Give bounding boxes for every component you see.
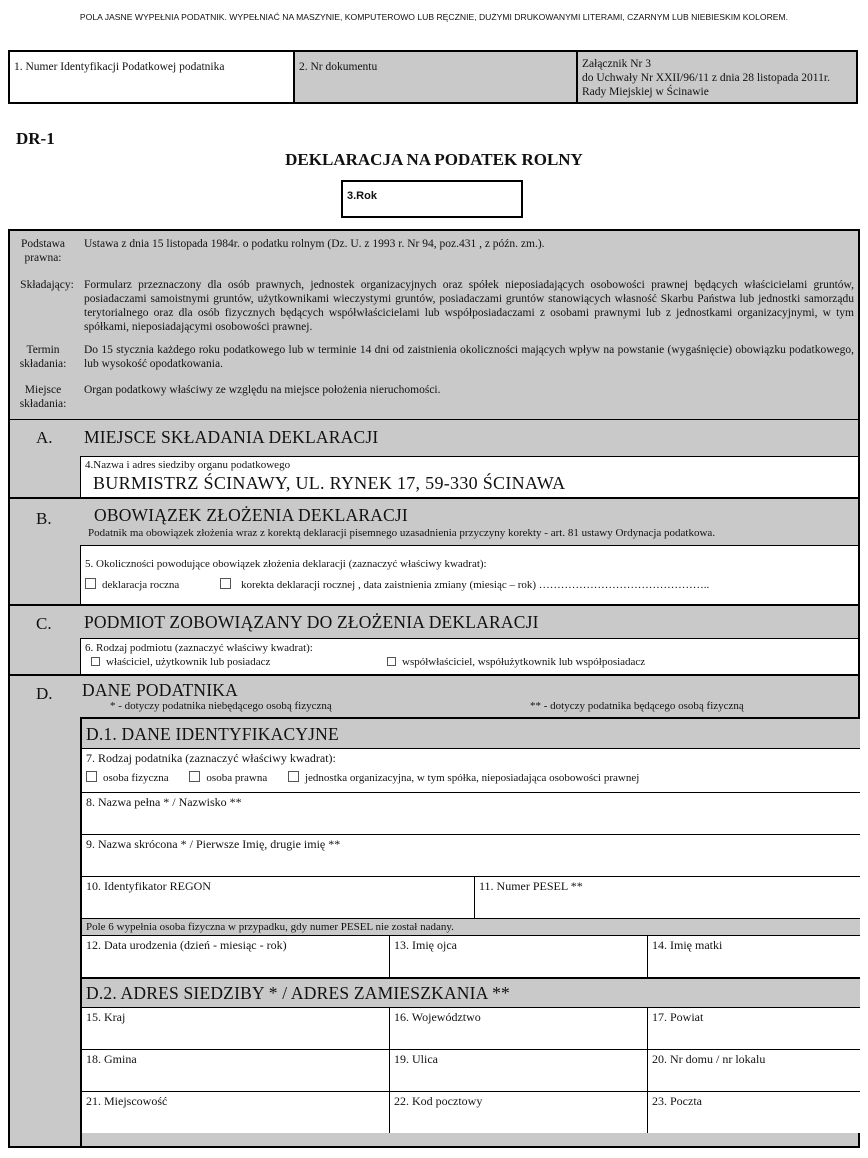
d1-header bbox=[82, 717, 860, 748]
postal-code-label: 22. Kod pocztowy bbox=[394, 1094, 483, 1108]
legal-person-label: osoba prawna bbox=[206, 772, 268, 784]
filer-text: Formularz przeznaczony dla osób prawnych, jednostek organizacyjnych oraz spółek nieposiadających osobowości prawnej będących właścicielami gruntów, posiadaczami samoistnymi gruntów, użytkownikami wieczystymi gruntów, posiadaczami gruntów stanowiących własność Skarbu Państwa lub jednostki samorządu terytorialnego oraz dla osób fizycznych będących współwłaścicielami lub współposiadaczami z osobami prawnymi lub z jednostkami organizacyjnymi, w tym spółkami, nieposiadającymi osobowości prawnej. bbox=[84, 279, 854, 333]
post-office-label: 23. Poczta bbox=[652, 1094, 702, 1108]
taxpayer-type-label: 7. Rodzaj podatnika (zaznaczyć właściwy kwadrat): bbox=[86, 751, 336, 765]
county-label: 17. Powiat bbox=[652, 1010, 704, 1024]
basis-text: Ustawa z dnia 15 listopada 1984r. o podatku rolnym (Dz. U. z 1993 r. Nr 94, poz.431 , z późn. zm.). bbox=[84, 238, 545, 250]
mother-name-field[interactable] bbox=[647, 935, 860, 977]
circumstances-label: 5. Okoliczności powodujące obowiązek złożenia deklaracji (zaznaczyć właściwy kwadrat): bbox=[85, 558, 487, 570]
mother-name-label: 14. Imię matki bbox=[652, 938, 723, 952]
natural-person-checkbox[interactable] bbox=[86, 771, 97, 782]
pesel-field[interactable] bbox=[474, 876, 860, 918]
house-number-field[interactable] bbox=[647, 1049, 860, 1091]
place-text: Organ podatkowy właściwy ze względu na miejsce położenia nieruchomości. bbox=[84, 384, 441, 396]
section-d-note-2: ** - dotyczy podatnika będącego osobą fizyczną bbox=[530, 700, 744, 712]
place-label: Miejsce składania: bbox=[19, 384, 67, 410]
section-a bbox=[10, 419, 858, 497]
tax-office-value: BURMISTRZ ŚCINAWY, UL. RYNEK 17, 59-330 ŚCINAWA bbox=[93, 473, 566, 493]
d1-title: D.1. DANE IDENTYFIKACYJNE bbox=[86, 724, 339, 744]
header-row bbox=[8, 50, 858, 104]
co-owner-checkbox[interactable] bbox=[387, 657, 396, 666]
owner-option bbox=[91, 656, 270, 669]
attachment-line-2: do Uchwały Nr XXII/96/11 z dnia 28 listopada 2011r. bbox=[582, 72, 830, 84]
voivodeship-label: 16. Województwo bbox=[394, 1010, 481, 1024]
main-form bbox=[8, 229, 860, 1148]
street-field[interactable] bbox=[389, 1049, 647, 1091]
municipality-field[interactable] bbox=[82, 1049, 389, 1091]
father-name-field[interactable] bbox=[389, 935, 647, 977]
filer-label: Składający: bbox=[20, 279, 74, 291]
pesel-label: 11. Numer PESEL ** bbox=[479, 879, 583, 893]
section-a-title: MIEJSCE SKŁADANIA DEKLARACJI bbox=[84, 427, 379, 447]
form-code: DR-1 bbox=[16, 129, 55, 148]
co-owner-option bbox=[387, 656, 645, 669]
circumstances-field[interactable] bbox=[80, 545, 858, 604]
short-name-label: 9. Nazwa skrócona * / Pierwsze Imię, drugie imię ** bbox=[86, 837, 341, 851]
organizational-unit-label: jednostka organizacyjna, w tym spółka, nieposiadająca osobowości prawnej bbox=[304, 772, 640, 784]
entity-type-field[interactable] bbox=[80, 638, 858, 674]
year-label: 3.Rok bbox=[347, 190, 377, 202]
taxpayer-type-field[interactable] bbox=[82, 748, 860, 792]
form-title: DEKLARACJA NA PODATEK ROLNY bbox=[285, 150, 583, 169]
doc-number-label: 2. Nr dokumentu bbox=[299, 61, 378, 73]
municipality-label: 18. Gmina bbox=[86, 1052, 137, 1066]
tax-office-label: 4.Nazwa i adres siedziby organu podatkowego bbox=[85, 459, 291, 471]
correction-checkbox[interactable] bbox=[220, 578, 231, 589]
top-instruction: POLA JASNE WYPEŁNIA PODATNIK. WYPEŁNIAĆ NA MASZYNIE, KOMPUTEROWO LUB RĘCZNIE, DUŻYMI DRUKOWANYMI LITERAMI, CZARNYM LUB NIEBIESKIM KOLOREM. bbox=[79, 12, 789, 22]
section-a-letter: A. bbox=[36, 428, 53, 447]
section-d-letter: D. bbox=[36, 684, 53, 703]
section-b-title: OBOWIĄZEK ZŁOŻENIA DEKLARACJI bbox=[94, 505, 408, 525]
section-c-letter: C. bbox=[36, 614, 52, 633]
natural-person-label: osoba fizyczna bbox=[103, 772, 169, 784]
post-office-field[interactable] bbox=[647, 1091, 860, 1133]
full-name-label: 8. Nazwa pełna * / Nazwisko ** bbox=[86, 795, 242, 809]
father-name-label: 13. Imię ojca bbox=[394, 938, 457, 952]
correction-label: korekta deklaracji rocznej , data zaistnienia zmiany (miesiąc – rok) ……………………………………….. bbox=[241, 579, 710, 591]
nip-label: 1. Numer Identyfikacji Podatkowej podatnika bbox=[14, 61, 225, 73]
pole6-note: Pole 6 wypełnia osoba fizyczna w przypadku, gdy numer PESEL nie został nadany. bbox=[82, 918, 860, 935]
tax-office-field[interactable] bbox=[80, 456, 858, 497]
county-field[interactable] bbox=[647, 1007, 860, 1049]
attachment-info bbox=[576, 52, 856, 102]
d2-title: D.2. ADRES SIEDZIBY * / ADRES ZAMIESZKANIA ** bbox=[86, 983, 510, 1003]
year-field[interactable] bbox=[341, 180, 523, 218]
organizational-unit-checkbox[interactable] bbox=[288, 771, 299, 782]
info-block bbox=[10, 231, 858, 419]
d2-header bbox=[82, 977, 860, 1007]
voivodeship-field[interactable] bbox=[389, 1007, 647, 1049]
locality-label: 21. Miejscowość bbox=[86, 1094, 168, 1108]
doc-number-field bbox=[293, 52, 576, 102]
street-label: 19. Ulica bbox=[394, 1052, 438, 1066]
owner-checkbox[interactable] bbox=[91, 657, 100, 666]
regon-field[interactable] bbox=[82, 876, 474, 918]
deadline-label: Termin składania: bbox=[19, 344, 67, 370]
deadline-text: Do 15 stycznia każdego roku podatkowego lub w terminie 14 dni od zaistnienia okoliczności mających wpływ na powstanie (wygaśnięcie) obowiązku podatkowego, lub wysokość opodatkowania. bbox=[84, 344, 854, 370]
birth-date-field[interactable] bbox=[82, 935, 389, 977]
country-label: 15. Kraj bbox=[86, 1010, 126, 1024]
house-number-label: 20. Nr domu / nr lokalu bbox=[652, 1052, 766, 1066]
regon-label: 10. Identyfikator REGON bbox=[86, 879, 211, 893]
section-d-note-1: * - dotyczy podatnika niebędącego osobą fizyczną bbox=[110, 700, 332, 712]
full-name-field[interactable] bbox=[82, 792, 860, 834]
section-d-body bbox=[80, 717, 858, 1148]
section-b bbox=[10, 497, 858, 604]
circumstances-options bbox=[85, 578, 854, 592]
birth-date-label: 12. Data urodzenia (dzień - miesiąc - rok) bbox=[86, 938, 287, 952]
entity-type-label: 6. Rodzaj podmiotu (zaznaczyć właściwy kwadrat): bbox=[85, 642, 313, 654]
country-field[interactable] bbox=[82, 1007, 389, 1049]
section-d bbox=[10, 674, 858, 1146]
short-name-field[interactable] bbox=[82, 834, 860, 876]
annual-declaration-label: deklaracja roczna bbox=[102, 579, 180, 591]
locality-field[interactable] bbox=[82, 1091, 389, 1133]
attachment-line-1: Załącznik Nr 3 bbox=[582, 58, 651, 70]
legal-person-checkbox[interactable] bbox=[189, 771, 200, 782]
basis-label: Podstawa prawna: bbox=[20, 238, 66, 264]
section-b-note: Podatnik ma obowiązek złożenia wraz z korektą deklaracji pisemnego uzasadnienia przyczyny korekty - art. 81 ustawy Ordynacja podatkowa. bbox=[88, 527, 716, 539]
postal-code-field[interactable] bbox=[389, 1091, 647, 1133]
section-c-title: PODMIOT ZOBOWIĄZANY DO ZŁOŻENIA DEKLARACJI bbox=[84, 612, 539, 632]
section-c bbox=[10, 604, 858, 674]
owner-label: właściciel, użytkownik lub posiadacz bbox=[106, 656, 271, 668]
co-owner-label: współwłaściciel, współużytkownik lub współposiadacz bbox=[402, 656, 646, 668]
section-d-title: DANE PODATNIKA bbox=[82, 680, 238, 700]
attachment-line-3: Rady Miejskiej w Ścinawie bbox=[582, 86, 709, 98]
annual-declaration-checkbox[interactable] bbox=[85, 578, 96, 589]
section-b-letter: B. bbox=[36, 509, 52, 528]
nip-field[interactable] bbox=[10, 52, 293, 102]
